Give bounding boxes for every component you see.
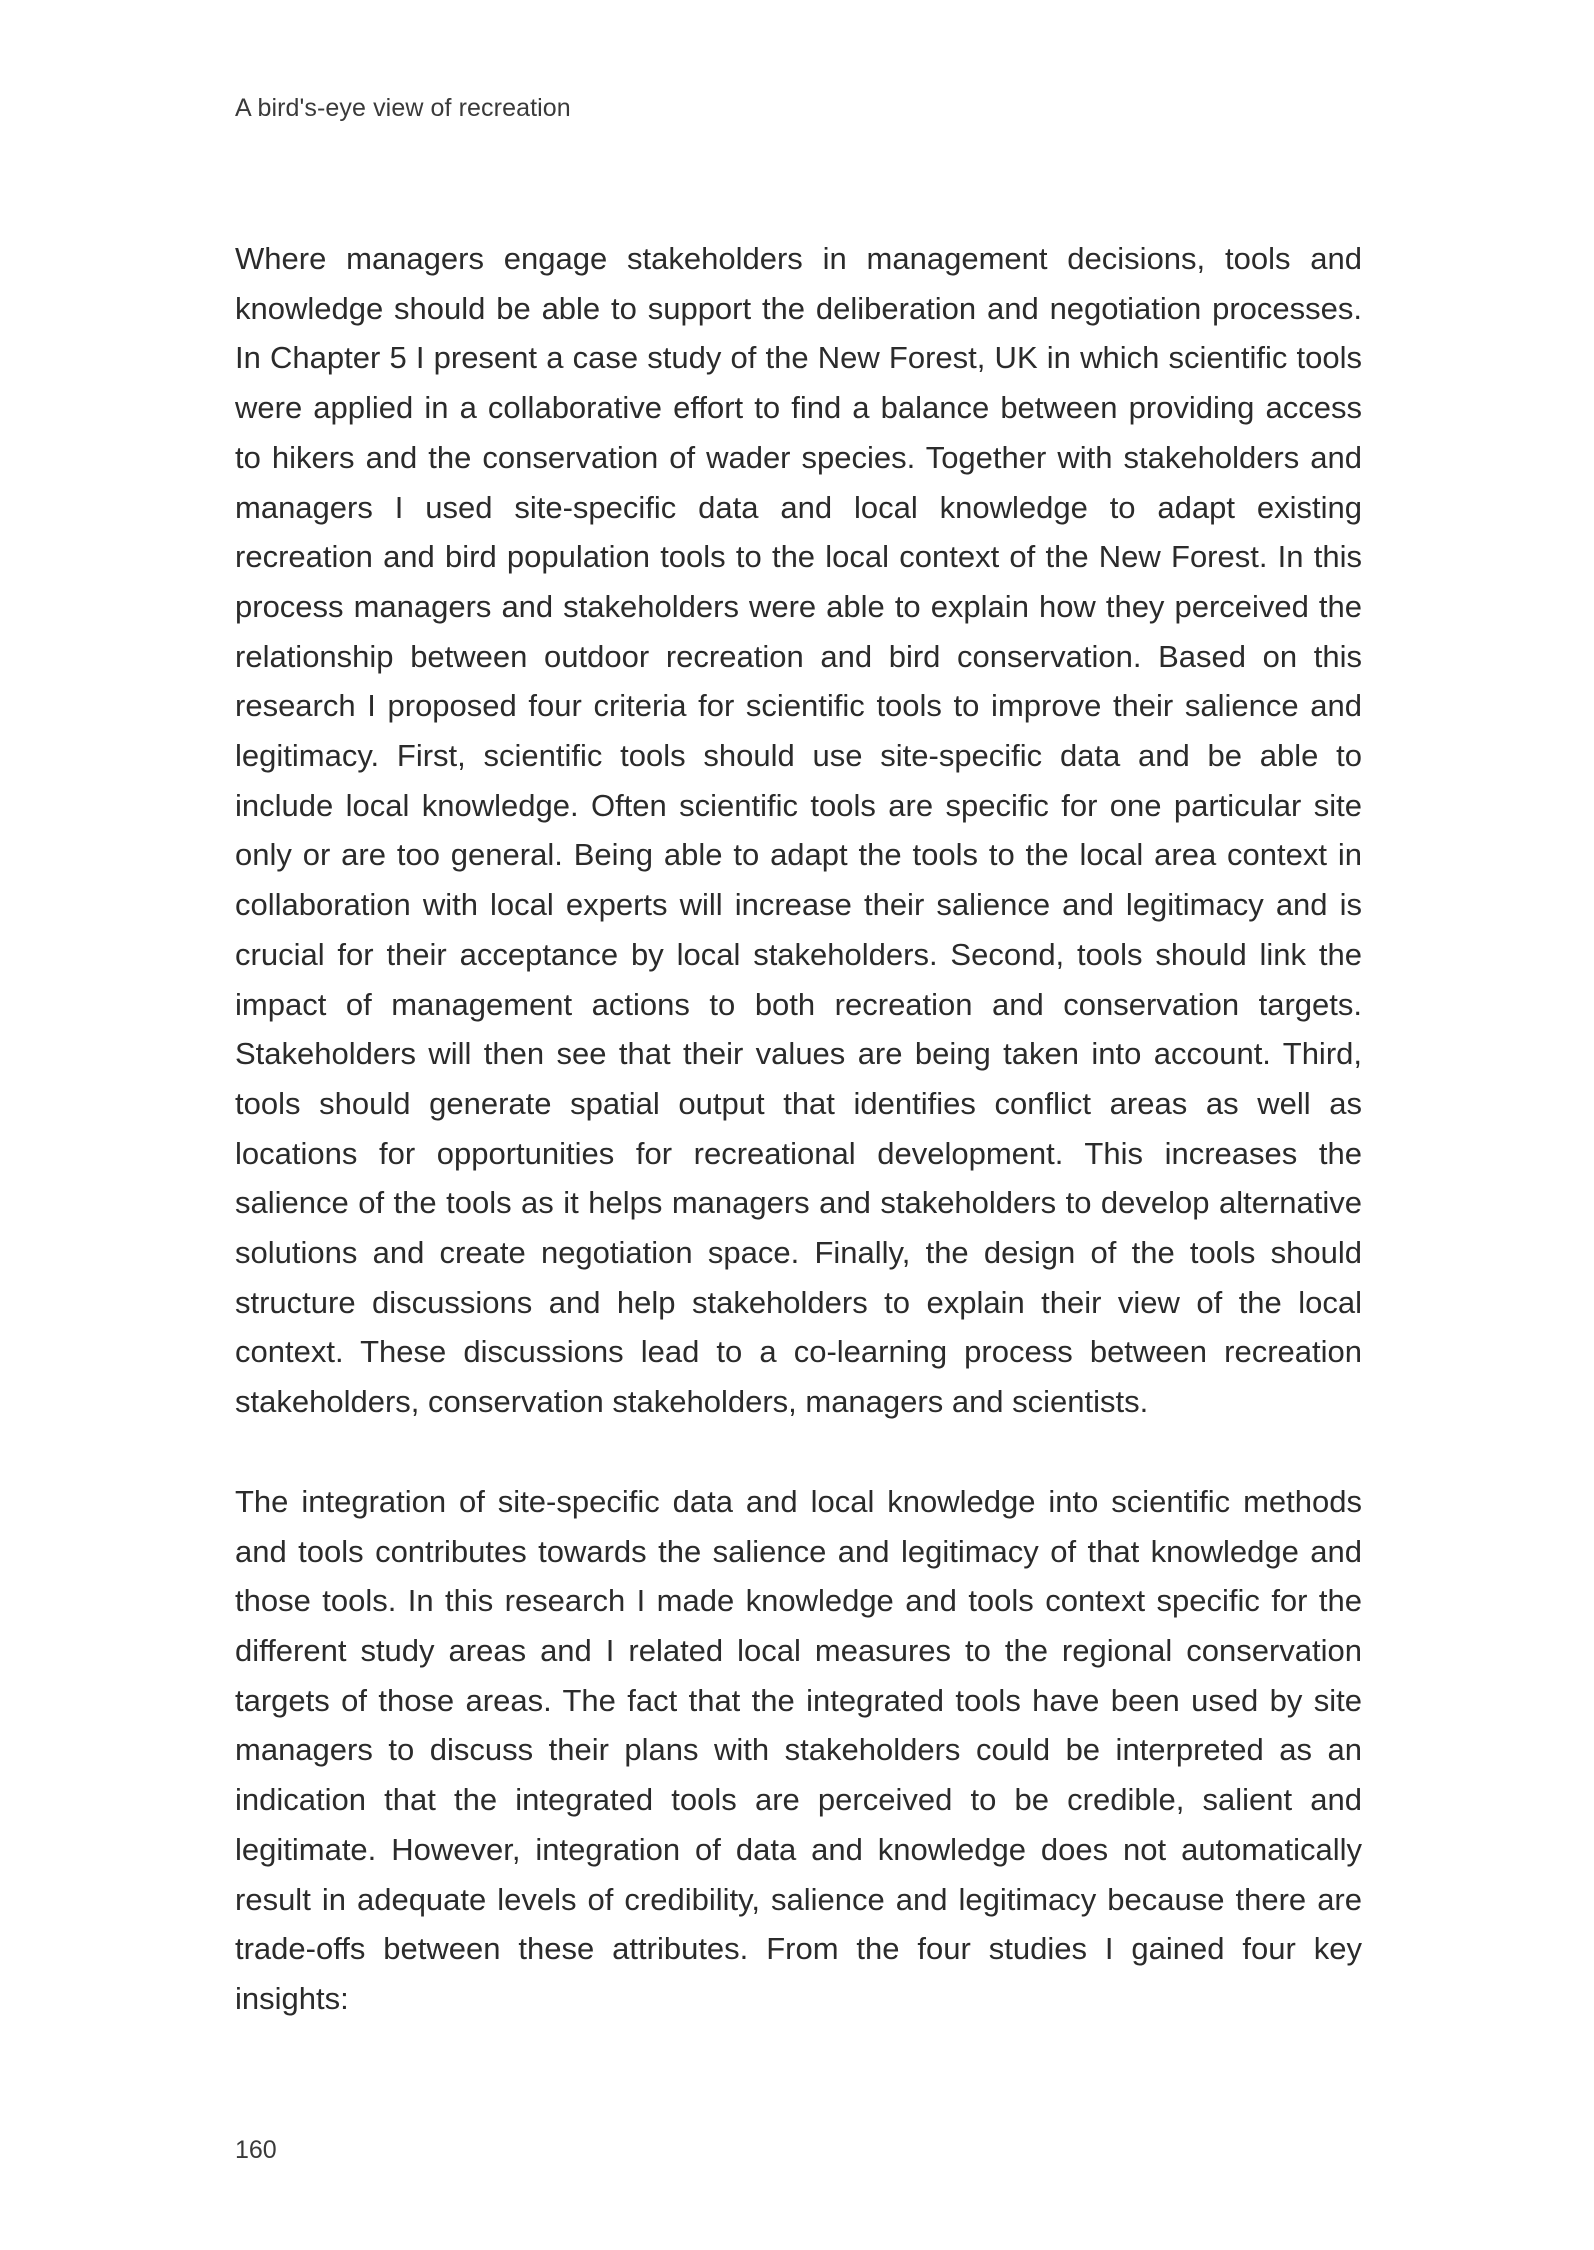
paragraph: The integration of site-specific data and local knowledge into scientific methods and tools contributes towards the salience and legitimacy of that knowledge and those tools. In this research I made knowledge and tools context specific for the different study areas and I related local measures to the regional conservation targets of those areas. The fact that the integrated tools have been used by site managers to discuss their plans with stakeholders could be interpreted as an indication that the integrated tools are perceived to be credible, salient and legitimate. However, integration of data and knowledge does not automatically result in adequate levels of credibility, salience and legitimacy because there are trade-offs between these attributes. From the four studies I gained four key insights: xyxy=(235,1483,1362,2016)
running-header: A bird's-eye view of recreation xyxy=(235,94,571,122)
body-text xyxy=(235,234,1362,2024)
paragraph: Where managers engage stakeholders in management decisions, tools and knowledge should be able to support the deliberation and negotiation processes. In Chapter 5 I present a case study of the New Forest, UK in which scientific tools were applied in a collaborative effort to find a balance between providing access to hikers and the conservation of wader species. Together with stakeholders and managers I used site-specific data and local knowledge to adapt existing recreation and bird population tools to the local context of the New Forest. In this process managers and stakeholders were able to explain how they perceived the relationship between outdoor recreation and bird conservation. Based on this research I proposed four criteria for scientific tools to improve their salience and legitimacy. First, scientific tools should use site-specific data and be able to include local knowledge. Often scientific tools are specific for one particular site only or are too general. Being able to adapt the tools to the local area context in collaboration with local experts will increase their salience and legitimacy and is crucial for their acceptance by local stakeholders. Second, tools should link the impact of management actions to both recreation and conservation targets. Stakeholders will then see that their values are being taken into account. Third, tools should generate spatial output that identifies conflict areas as well as locations for opportunities for recreational development. This increases the salience of the tools as it helps managers and stakeholders to develop alternative solutions and create negotiation space. Finally, the design of the tools should structure discussions and help stakeholders to explain their view of the local context. These discussions lead to a co-learning process between recreation stakeholders, conservation stakeholders, managers and scientists. xyxy=(235,241,1362,1420)
page-number: 160 xyxy=(235,2136,277,2164)
